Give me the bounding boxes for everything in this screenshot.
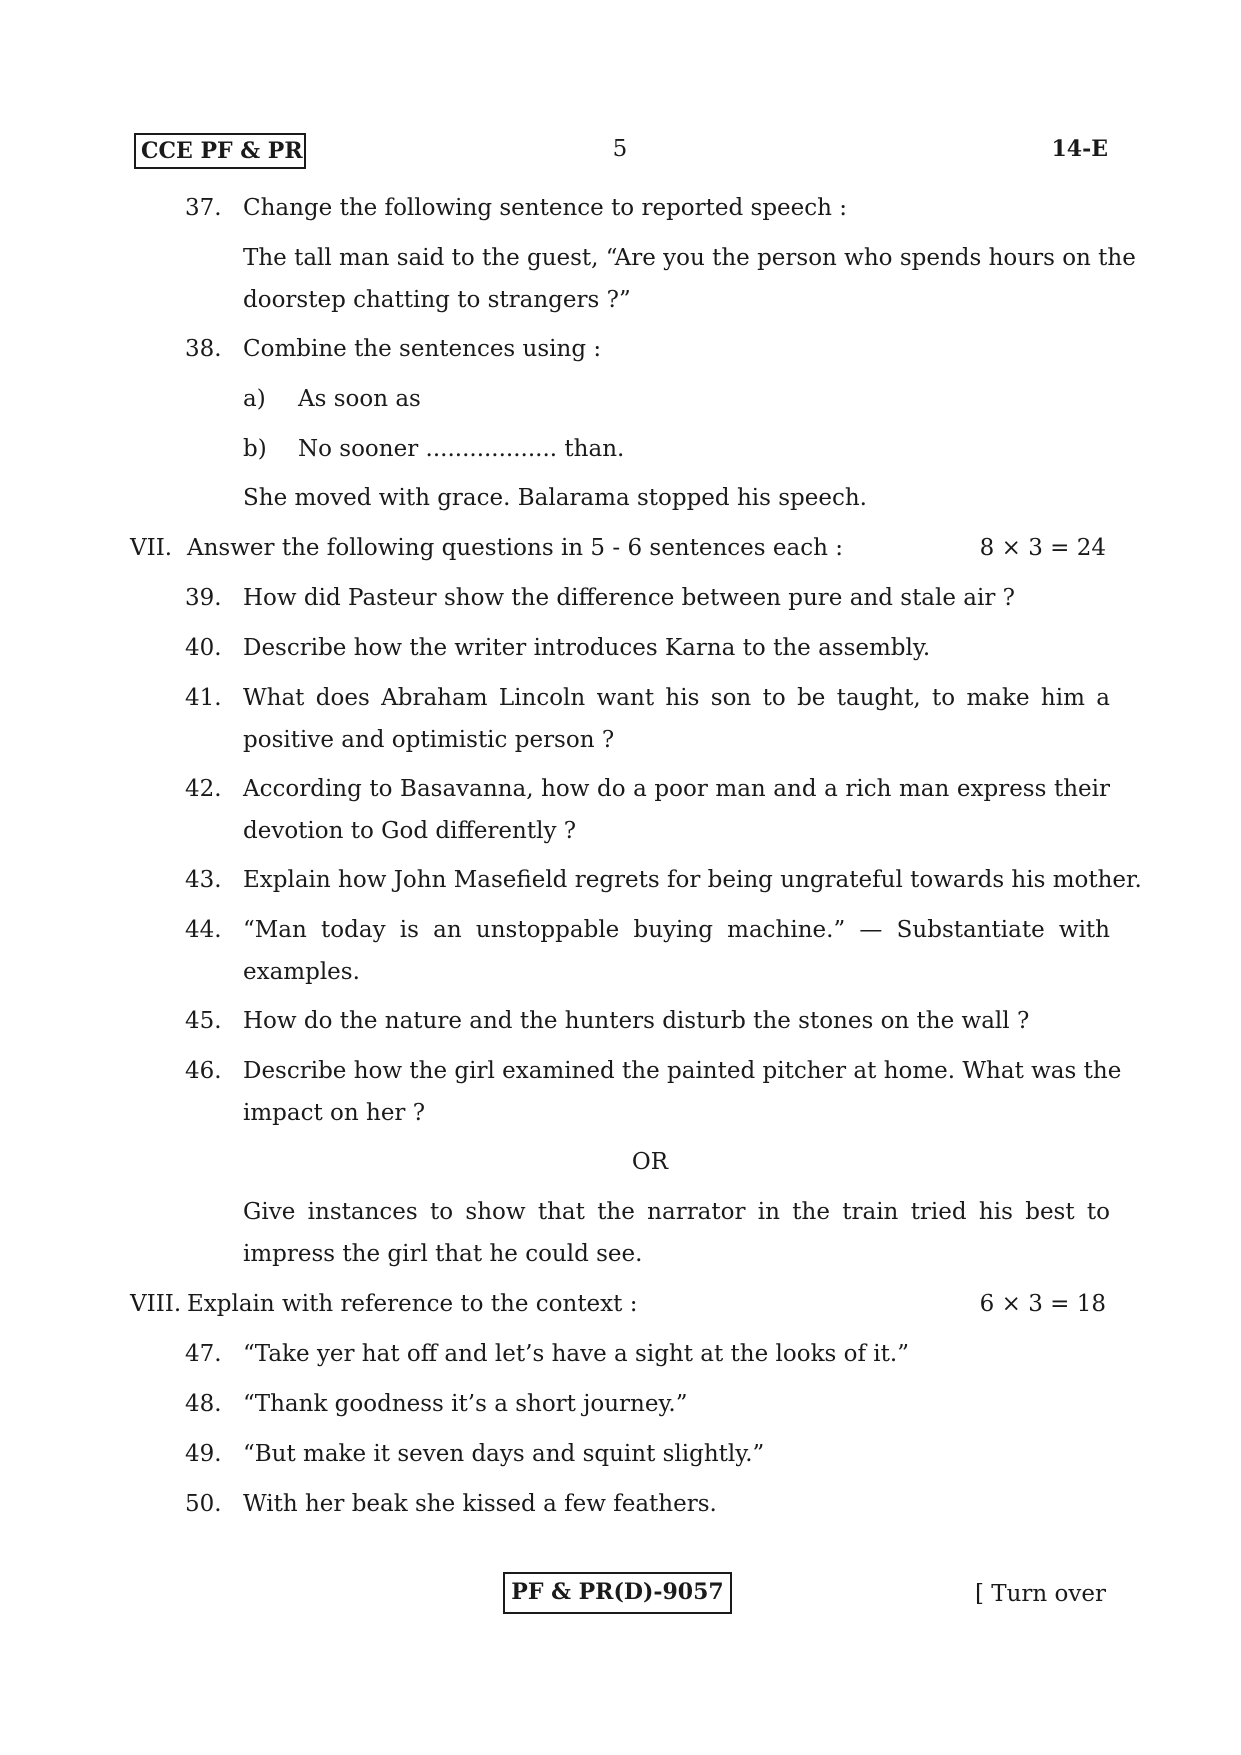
question-46-alt-line-2: impress the girl that he could see. [243,1241,643,1267]
question-number-46: 46. [185,1058,222,1084]
option-b-label: b) [243,436,267,462]
exam-code-box: CCE PF & PR [134,133,306,169]
question-47-text: “Take yer hat off and let’s have a sight at the looks of it.” [243,1341,909,1367]
paper-code: 14-E [1051,136,1108,162]
question-number-49: 49. [185,1441,222,1467]
question-37-line-1: The tall man said to the guest, “Are you the person who spends hours on the [243,245,1136,271]
section-7-numeral: VII. [130,535,173,561]
question-41-line-2: positive and optimistic person ? [243,727,615,753]
question-number-48: 48. [185,1391,222,1417]
question-number-38: 38. [185,336,222,362]
question-39-text: How did Pasteur show the difference between pure and stale air ? [243,585,1016,611]
section-8-marks: 6 × 3 = 18 [979,1291,1106,1317]
question-number-41: 41. [185,685,222,711]
question-46-alt-line-1: Give instances to show that the narrator in the train tried his best to [243,1199,1110,1225]
question-44-line-2: examples. [243,959,360,985]
or-separator: OR [631,1149,669,1175]
question-50-text: With her beak she kissed a few feathers. [243,1491,717,1517]
question-43-text: Explain how John Masefield regrets for being ungrateful towards his mother. [243,867,1142,893]
question-40-text: Describe how the writer introduces Karna to the assembly. [243,635,931,661]
option-a-text: As soon as [298,386,421,412]
question-49-text: “But make it seven days and squint slightly.” [243,1441,765,1467]
question-number-42: 42. [185,776,222,802]
turn-over-note: [ Turn over [974,1581,1106,1607]
question-number-37: 37. [185,195,222,221]
question-48-text: “Thank goodness it’s a short journey.” [243,1391,688,1417]
question-number-45: 45. [185,1008,222,1034]
question-45-text: How do the nature and the hunters disturb the stones on the wall ? [243,1008,1030,1034]
question-44-line-1: “Man today is an unstoppable buying machine.” — Substantiate with [243,917,1110,943]
question-38-prompt: Combine the sentences using : [243,336,602,362]
question-number-50: 50. [185,1491,222,1517]
question-37-prompt: Change the following sentence to reported speech : [243,195,848,221]
page-number: 5 [612,136,628,162]
option-b-text: No sooner .................. than. [298,436,625,462]
question-42-line-1: According to Basavanna, how do a poor man and a rich man express their [243,776,1110,802]
question-37-line-2: doorstep chatting to strangers ?” [243,287,631,313]
section-8-numeral: VIII. [130,1291,182,1317]
section-7-marks: 8 × 3 = 24 [979,535,1106,561]
question-number-40: 40. [185,635,222,661]
question-38-sentence: She moved with grace. Balarama stopped his speech. [243,485,867,511]
section-7-instruction: Answer the following questions in 5 - 6 sentences each : [187,535,843,561]
question-number-44: 44. [185,917,222,943]
question-41-line-1: What does Abraham Lincoln want his son to be taught, to make him a [243,685,1110,711]
question-number-43: 43. [185,867,222,893]
question-number-47: 47. [185,1341,222,1367]
footer-code-box: PF & PR(D)-9057 [503,1572,732,1614]
question-46-line-1: Describe how the girl examined the painted pitcher at home. What was the [243,1058,1122,1084]
question-number-39: 39. [185,585,222,611]
section-8-instruction: Explain with reference to the context : [187,1291,638,1317]
question-46-line-2: impact on her ? [243,1100,426,1126]
option-a-label: a) [243,386,266,412]
question-42-line-2: devotion to God differently ? [243,818,577,844]
